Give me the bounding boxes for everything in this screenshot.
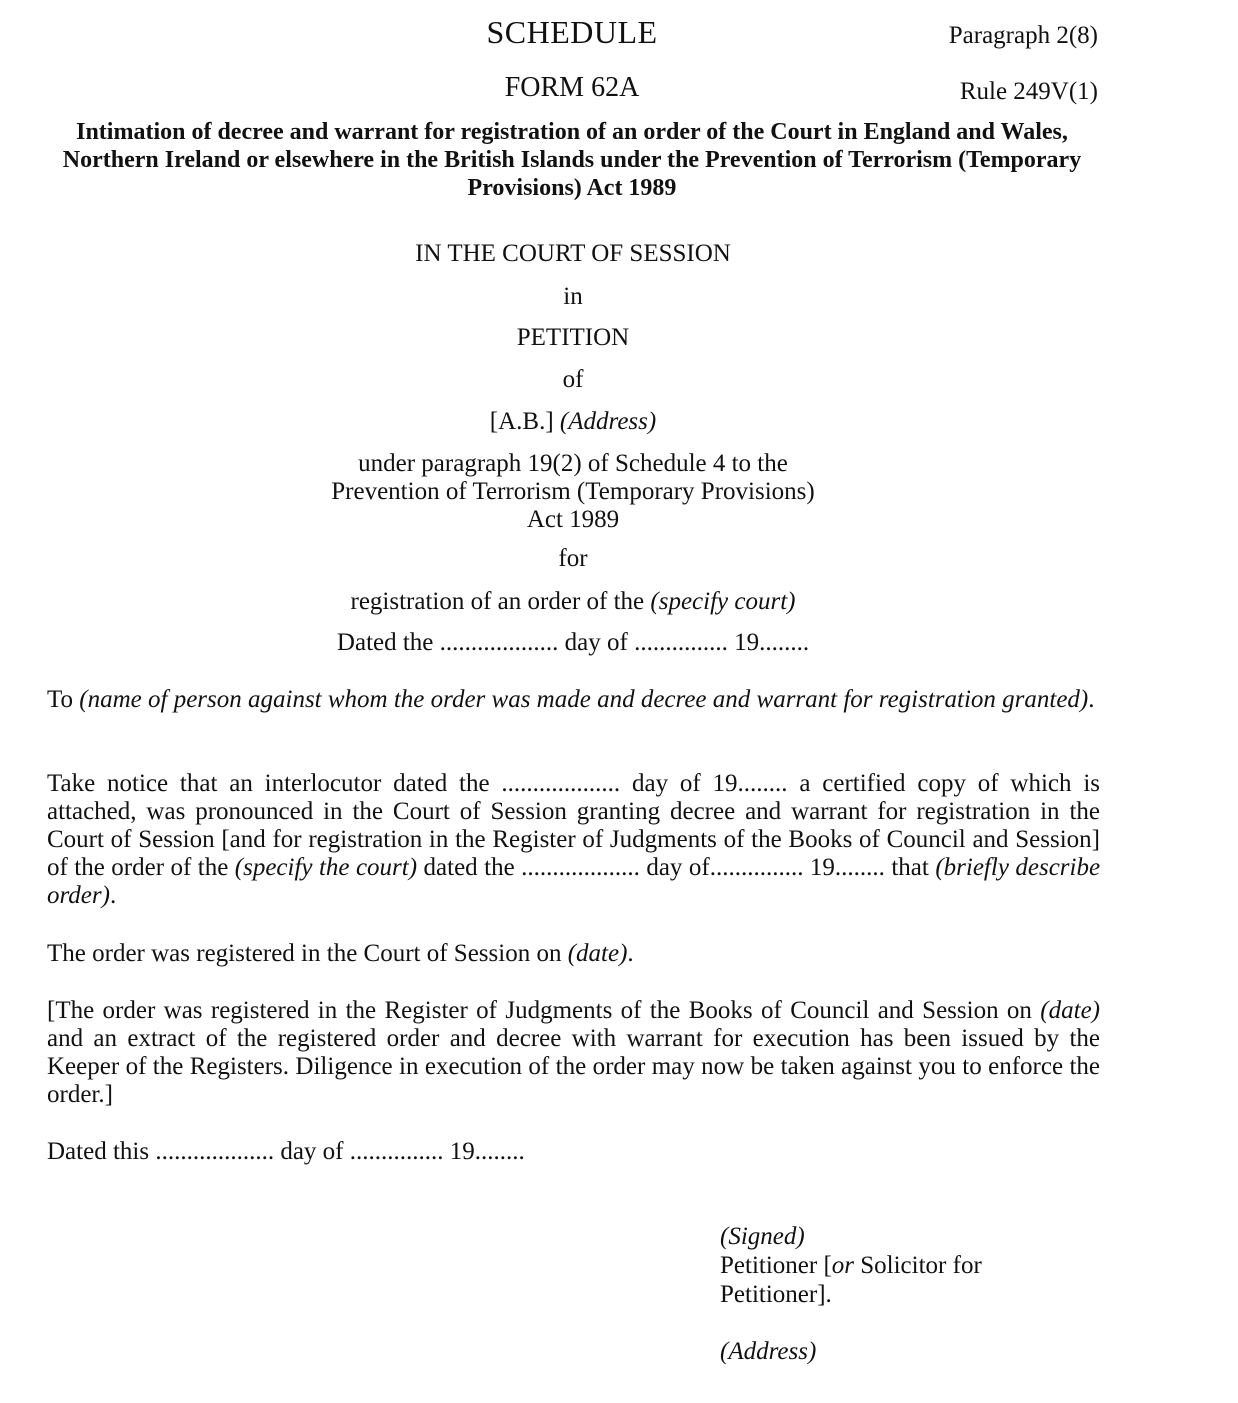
petitioner-signatory [720, 1251, 1120, 1280]
notice-text-3: . [109, 882, 117, 909]
diligence-paragraph [47, 997, 1100, 1109]
signature-address: (Address) [720, 1338, 817, 1365]
court-line: IN THE COURT OF SESSION [415, 240, 731, 267]
addressee-paragraph [47, 686, 1100, 714]
in-line: in [563, 283, 583, 310]
petitioner-line-2: Petitioner]. [720, 1281, 832, 1308]
registration-court: (specify court) [650, 588, 796, 615]
registered-text: The order was registered in the Court of Session on [47, 940, 562, 967]
notice-order-description: (briefly describe order) [47, 854, 1101, 909]
registration-line [0, 588, 1146, 616]
signed-label: (Signed) [720, 1223, 805, 1250]
statute-line-2: Prevention of Terrorism (Temporary Provisions) [331, 478, 815, 505]
diligence-text-2: and an extract of the registered order and decree with warrant for execution has been issued by the Keeper of the Registers. Diligence in execution of the order may now be taken against you to enforce the order.] [47, 1025, 1100, 1108]
form-number: FORM 62A [504, 72, 640, 103]
rule-reference: Rule 249V(1) [959, 78, 1098, 105]
petitioner-prefix: Petitioner [ [720, 1252, 832, 1279]
for-line: for [558, 545, 588, 572]
paragraph-reference: Paragraph 2(8) [948, 22, 1098, 49]
notice-court: (specify the court) [234, 854, 418, 881]
to-suffix: . [1088, 686, 1095, 713]
diligence-text-1: [The order was registered in the Register of Judgments of the Books of Council and Session on [47, 997, 1032, 1024]
form-title: Intimation of decree and warrant for registration of an order of the Court in England and Wales, Northern Ireland or elsewhere in the British Islands under the Prevention of Terrorism (Temporary Provisions) Act 1989 [62, 119, 1082, 201]
of-line: of [562, 366, 584, 393]
caption-date-line: Dated the ................... day of ............... 19........ [336, 629, 810, 656]
signature-block [720, 1222, 1120, 1366]
notice-text-2: dated the ................... day of............... 19........ that [423, 854, 929, 881]
statute-line-3: Act 1989 [526, 506, 620, 533]
petitioner-name: [A.B.] [489, 408, 554, 435]
notice-paragraph [47, 770, 1100, 910]
or-text: or [831, 1252, 855, 1279]
addressee-description: (name of person against whom the order was made and decree and warrant for registration granted) [79, 686, 1089, 713]
petitioner-line [0, 408, 1146, 436]
petitioner-address: (Address) [559, 408, 657, 435]
registered-date: (date) [567, 940, 628, 967]
diligence-date: (date) [1040, 997, 1100, 1024]
statute-reference [0, 450, 1146, 534]
petition-line: PETITION [516, 324, 630, 351]
notice-text-1: Take notice that an interlocutor dated the ................... day of 19........ a certified copy of which is attached, was pronounced in the Court of Session granting decree and warrant for registration in the Court of Session [and for registration in the Register of Judgments of the Books of Council and Session] of the order of the [47, 770, 1100, 881]
solicitor-text: Solicitor for [854, 1252, 982, 1279]
schedule-heading: SCHEDULE [486, 14, 658, 50]
to-prefix: To [47, 686, 74, 713]
dated-this-line: Dated this ................... day of ............... 19........ [47, 1138, 525, 1165]
registration-paragraph [47, 940, 1100, 968]
registered-suffix: . [627, 940, 634, 967]
statute-line-1: under paragraph 19(2) of Schedule 4 to the [358, 450, 788, 477]
registration-prefix: registration of an order of the [350, 588, 645, 615]
